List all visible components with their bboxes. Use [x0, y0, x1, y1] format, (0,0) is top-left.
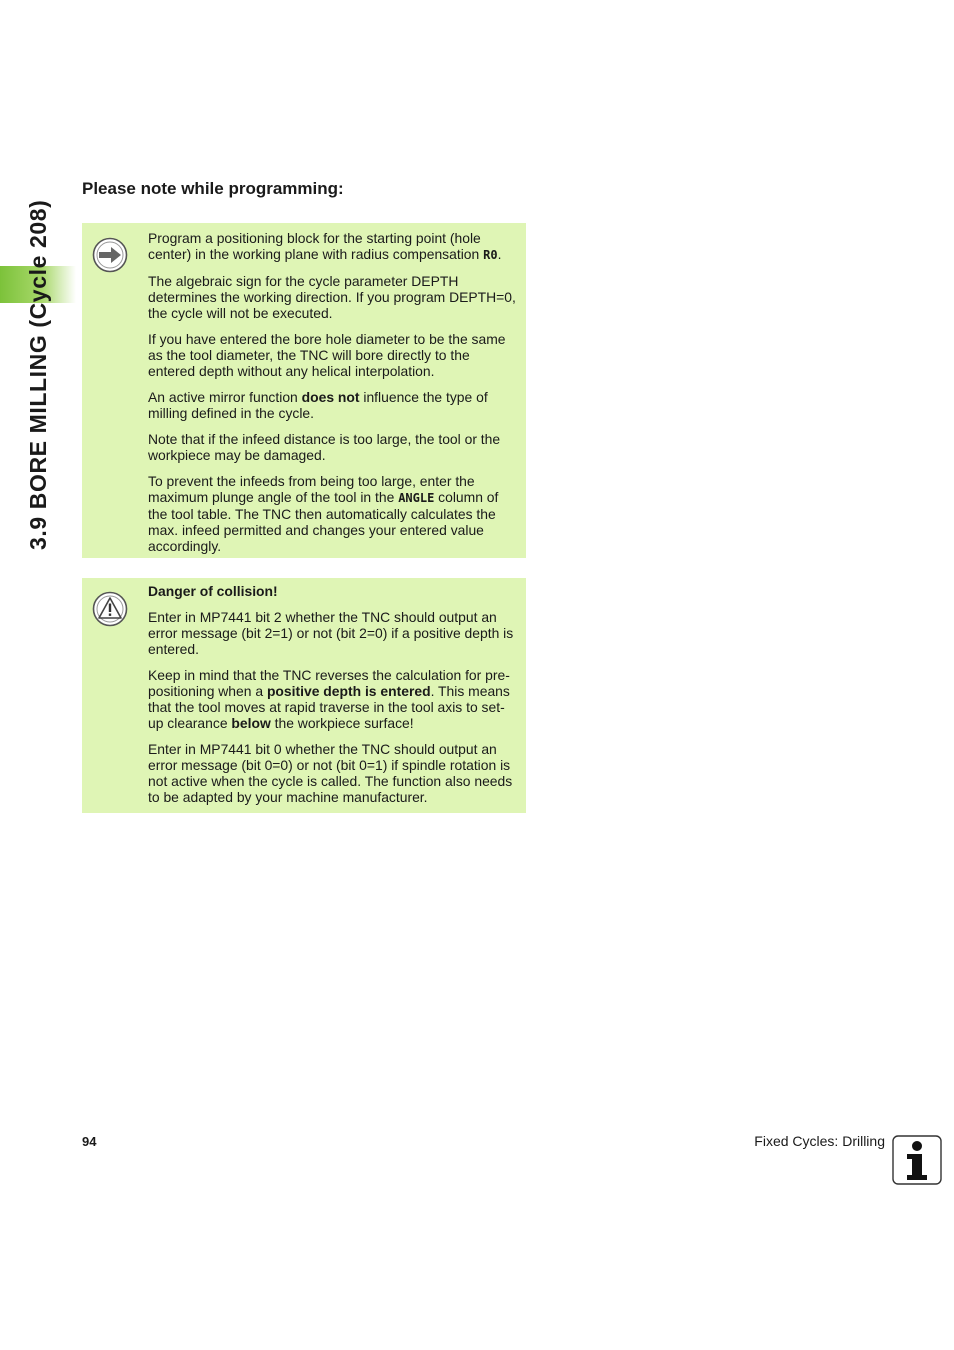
warning-paragraph: Enter in MP7441 bit 2 whether the TNC should output an error message (bit 2=1) or not (bit 2=0) if a positive depth is entered. — [148, 609, 514, 657]
note-paragraph: To prevent the infeeds from being too large, enter the maximum plunge angle of the tool in the ANGLE column of the tool table. The TNC then automatically calculates the max. infeed permitted and changes your entered value accordingly. — [148, 473, 499, 554]
warning-box — [82, 578, 526, 813]
warning-triangle-icon — [92, 591, 128, 627]
arrow-right-icon — [92, 237, 128, 273]
note-box — [82, 223, 526, 558]
info-icon — [892, 1135, 942, 1185]
warning-paragraph: Keep in mind that the TNC reverses the calculation for pre-positioning when a positive depth is entered. This means that the tool moves at rapid traverse in the tool axis to set-up clearance below the workpiece surface! — [148, 667, 510, 731]
note-paragraph: The algebraic sign for the cycle parameter DEPTH determines the working direction. If you program DEPTH=0, the cycle will not be executed. — [148, 273, 516, 321]
chapter-side-title: 3.9 BORE MILLING (Cycle 208) — [25, 199, 51, 550]
page-number: 94 — [82, 1134, 97, 1149]
footer-section-title: Fixed Cycles: Drilling — [754, 1133, 885, 1149]
note-paragraph: Note that if the infeed distance is too large, the tool or the workpiece may be damaged. — [148, 431, 501, 463]
note-paragraph: Program a positioning block for the starting point (hole center) in the working plane with radius compensation R0. — [148, 230, 502, 262]
warning-paragraph: Enter in MP7441 bit 0 whether the TNC should output an error message (bit 0=0) or not (bit 0=1) if spindle rotation is not active when the cycle is called. The function also needs to be adapted by your machine manufacturer. — [148, 741, 513, 805]
note-paragraph: If you have entered the bore hole diameter to be the same as the tool diameter, the TNC will bore directly to the entered depth without any helical interpolation. — [148, 331, 506, 379]
warning-title: Danger of collision! — [148, 583, 278, 599]
note-paragraph: An active mirror function does not influence the type of milling defined in the cycle. — [148, 389, 488, 421]
section-heading: Please note while programming: — [82, 179, 344, 198]
